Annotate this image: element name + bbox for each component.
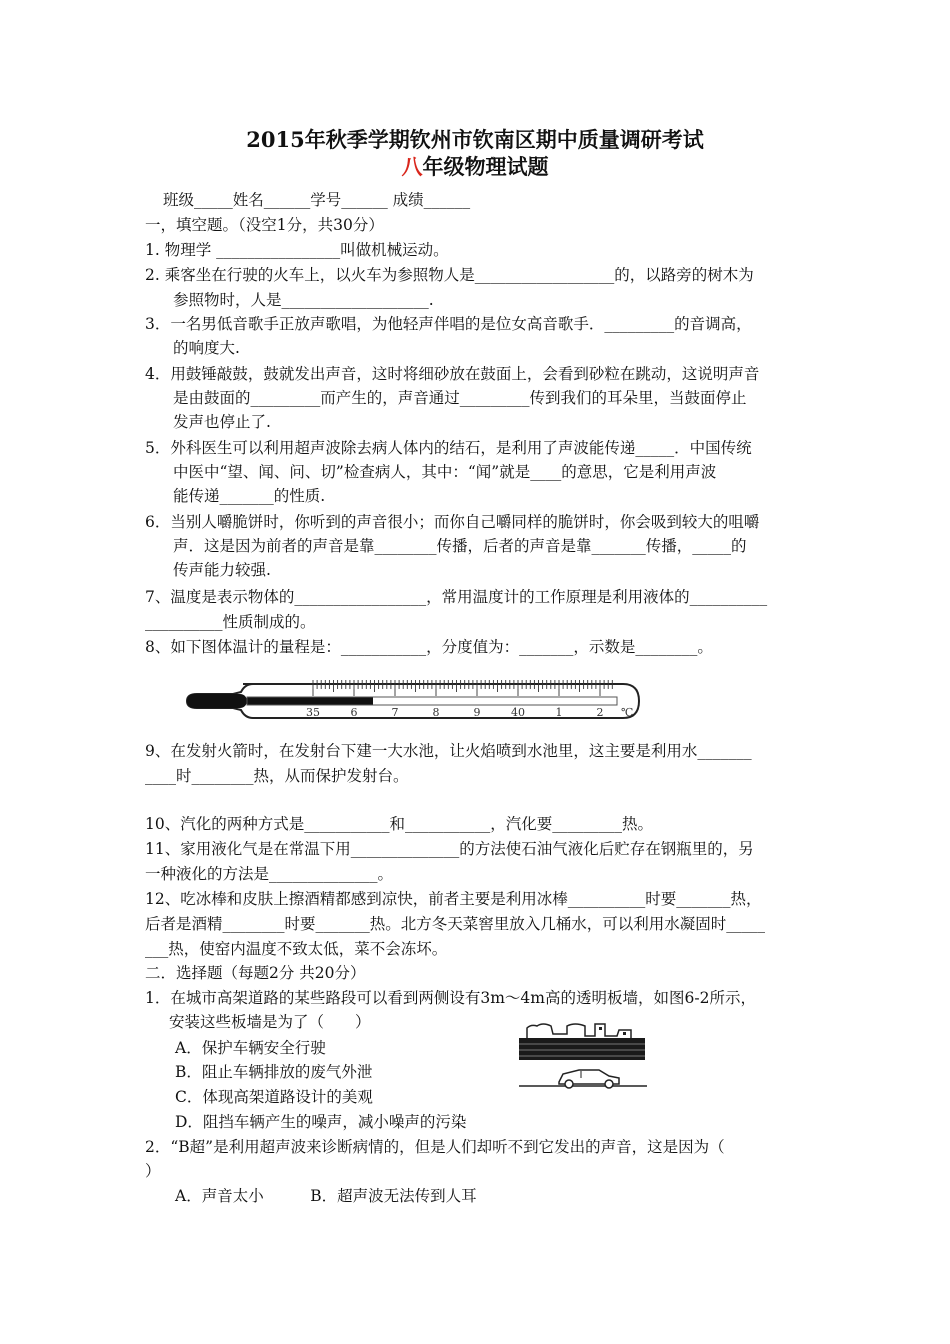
- scale-label: 9: [473, 706, 481, 719]
- section2-heading: 二．选择题（每题2分 共20分）: [145, 964, 366, 982]
- scale-label: 7: [391, 706, 399, 719]
- exam-subtitle: [0, 151, 950, 181]
- scale-label: 2: [596, 706, 604, 719]
- question-line: 3．一名男低音歌手正放声歌唱，为他轻声伴唱的是位女高音歌手．_________的音调高，: [145, 315, 752, 333]
- options-ab: A．声音太小 B．超声波无法传到人耳: [175, 1187, 477, 1205]
- option-c: C．体现高架道路设计的美观: [175, 1088, 373, 1106]
- question-line: ）: [145, 1162, 161, 1180]
- unit-label: ℃: [621, 706, 634, 719]
- highway-barrier-figure: [515, 1022, 650, 1097]
- scale-label: 6: [350, 706, 358, 719]
- question-line: 2. 乘客坐在行驶的火车上，以火车为参照物人是__________________的，以路旁的树木为: [145, 266, 754, 284]
- question-line: 安装这些板墙是为了（ ）: [169, 1013, 371, 1031]
- question-line: 中医中“望、闻、问、切”检查病人，其中：“闻”就是____的意思，它是利用声波: [173, 463, 717, 481]
- question-line: 发声也停止了.: [173, 413, 271, 431]
- question-line: 12、吃冰棒和皮肤上擦酒精都感到凉快，前者主要是利用冰棒__________时要_______热，: [145, 890, 762, 908]
- scale-label: 40: [511, 706, 525, 719]
- thermometer-bulb: [187, 694, 247, 708]
- question-line: 11、家用液化气是在常温下用______________的方法使石油气液化后贮存在钢瓶里的，另: [145, 840, 754, 858]
- exam-title: 2015年秋季学期钦州市钦南区期中质量调研考试: [246, 127, 704, 152]
- question-line: 5．外科医生可以利用超声波除去病人体内的结石，是利用了声波能传递_____．中国传统: [145, 439, 752, 457]
- question-line: 2．“B超”是利用超声波来诊断病情的，但是人们却听不到它发出的声音，这是因为（: [145, 1138, 725, 1156]
- subject-title: 年级物理试题: [422, 154, 549, 179]
- question-line: ____时________热，从而保护发射台。: [145, 767, 409, 785]
- option-b: B．阻止车辆排放的废气外泄: [175, 1063, 373, 1081]
- scale-label: 8: [432, 706, 440, 719]
- question-line: 传声能力较强.: [173, 561, 271, 579]
- question-line: 是由鼓面的_________而产生的，声音通过_________传到我们的耳朵里，当鼓面停止: [173, 389, 747, 407]
- question-line: __________性质制成的。: [145, 613, 316, 631]
- question-line: 后者是酒精________时要_______热。北方冬天菜窖里放入几桶水，可以利用水凝固时_____: [145, 915, 766, 933]
- question-line: ___热，使窑内温度不致太低，菜不会冻坏。: [145, 940, 448, 958]
- question-line: 10、汽化的两种方式是___________和___________，汽化要_________热。: [145, 815, 653, 833]
- question-line: 声．这是因为前者的声音是靠________传播，后者的声音是靠_______传播，_____的: [173, 537, 747, 555]
- question-line: 能传递_______的性质.: [173, 487, 326, 505]
- question-line: 的响度大.: [173, 339, 240, 357]
- option-d: D．阻挡车辆产生的噪声，减小噪声的污染: [175, 1113, 467, 1131]
- grade-number: 八: [401, 154, 423, 179]
- question-line: 一种液化的方法是______________。: [145, 865, 394, 883]
- student-info: 班级_____姓名______学号______ 成绩______: [163, 191, 471, 209]
- question-line: 8、如下图体温计的量程是：___________，分度值为：_______，示数是________。: [145, 638, 713, 656]
- section1-heading: 一，填空题。（没空1分，共30分）: [145, 216, 384, 234]
- question-line: 1. 物理学 ________________叫做机械运动。: [145, 241, 449, 259]
- question-line: 参照物时，人是___________________.: [173, 291, 434, 309]
- option-a: A．保护车辆安全行驶: [175, 1039, 326, 1057]
- scale-label: 35: [306, 706, 320, 719]
- question-line: 9、在发射火箭时，在发射台下建一大水池，让火焰喷到水池里，这主要是利用水_______: [145, 742, 752, 760]
- question-line: 6．当别人嚼脆饼时，你听到的声音很小；而你自己嚼同样的脆饼时，你会吸到较大的咀嚼: [145, 513, 760, 531]
- scale-label: 1: [555, 706, 563, 719]
- question-line: 7、温度是表示物体的_________________，常用温度计的工作原理是利用液体的__________: [145, 588, 768, 606]
- question-line: 1．在城市高架道路的某些路段可以看到两侧设有3m～4m高的透明板墙，如图6-2所示，: [145, 989, 756, 1007]
- question-line: 4．用鼓锤敲鼓，鼓就发出声音，这时将细砂放在鼓面上，会看到砂粒在跳动，这说明声音: [145, 365, 760, 383]
- mercury-column: [247, 697, 373, 705]
- thermometer-figure: [183, 672, 643, 724]
